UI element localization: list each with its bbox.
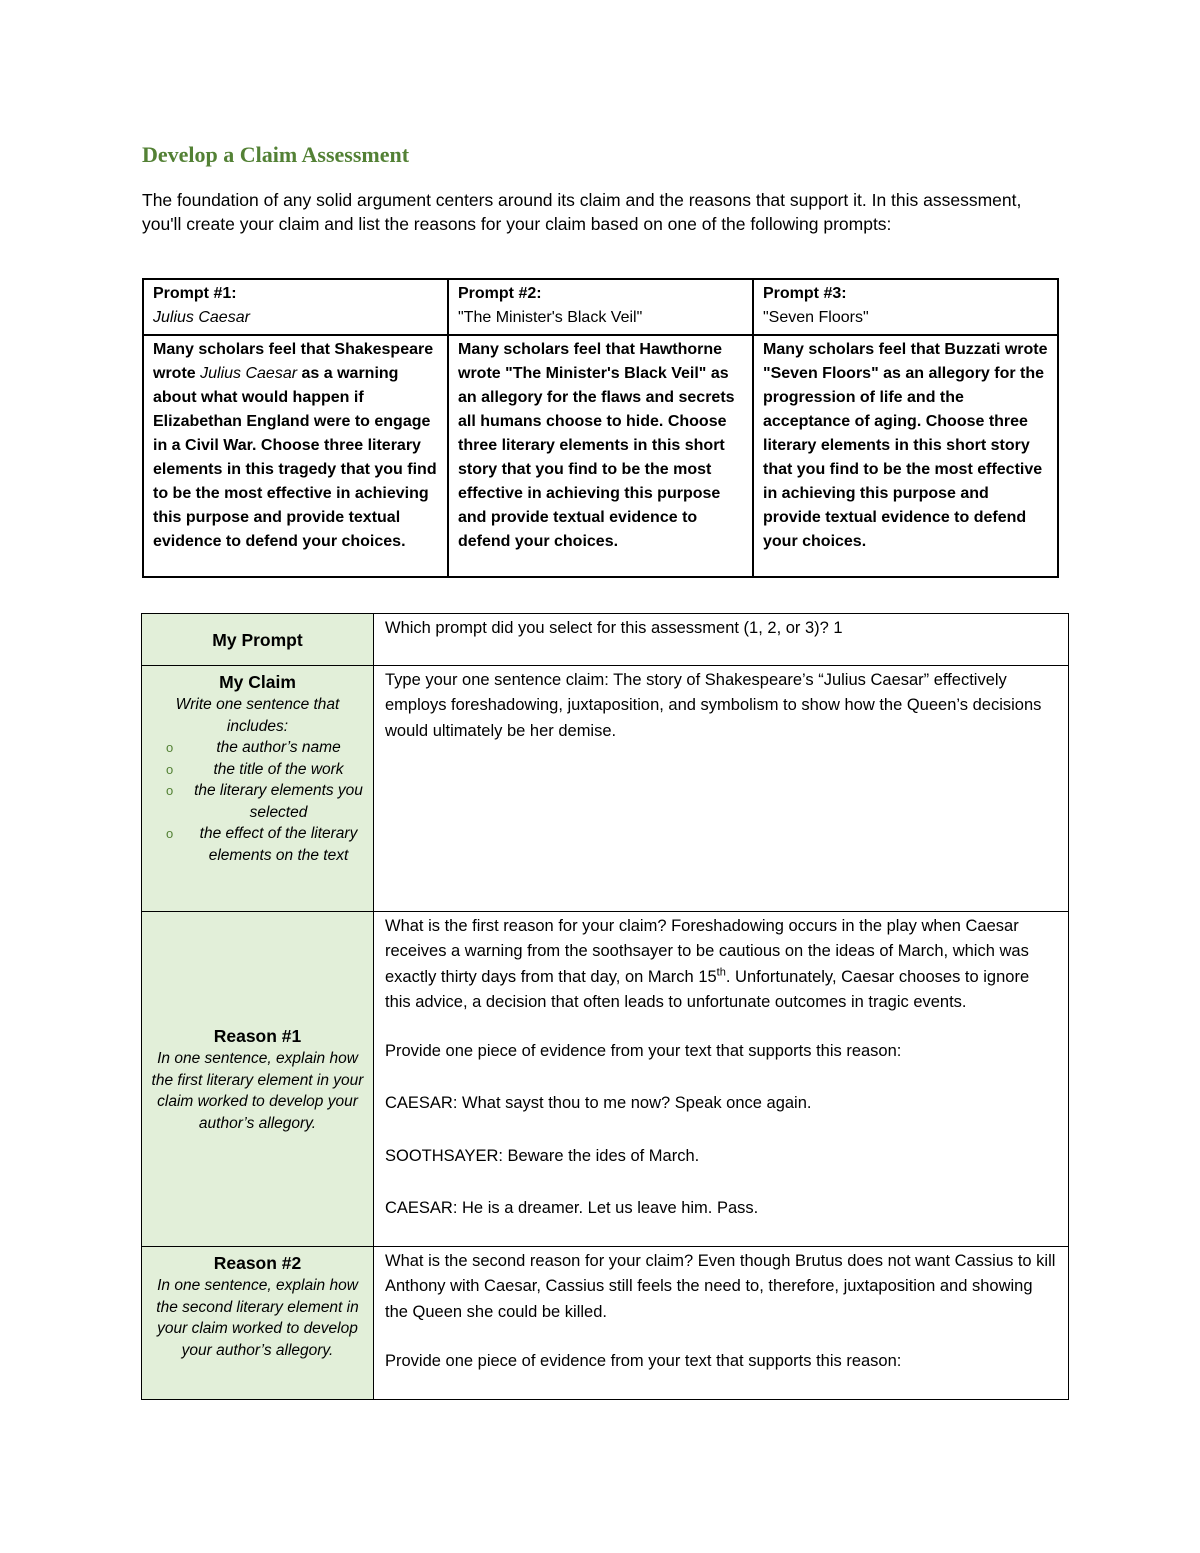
my-claim-bullet-list	[148, 737, 367, 866]
my-claim-label: My Claim	[219, 672, 296, 692]
bullet-circle-icon: o	[166, 761, 174, 777]
reason-1-label: Reason #1	[213, 1026, 302, 1046]
evidence-line: CAESAR: He is a dreamer. Let us leave him. Pass.	[385, 1199, 759, 1218]
evidence-line: SOOTHSAYER: Beware the ides of March.	[385, 1146, 700, 1165]
evidence-line: CAESAR: What sayst thou to me now? Speak once again.	[385, 1094, 812, 1113]
prompt-1-work: Julius Caesar	[153, 309, 250, 326]
intro-paragraph: The foundation of any solid argument centers around its claim and the reasons that support it. In this assessment, you'll create your claim and list the reasons for your claim based on one of the following prompts:	[142, 190, 1022, 234]
bullet-circle-icon: o	[166, 740, 174, 755]
reason-2-instruction: In one sentence, explain how the second literary element in your claim worked to develop your author’s allegory.	[156, 1277, 359, 1359]
my-prompt-answer[interactable]: Which prompt did you select for this assessment (1, 2, or 3)? 1	[374, 614, 1069, 666]
list-item: o the effect of the literary elements on the text	[166, 825, 358, 864]
prompt-3-heading: Prompt #3:	[763, 285, 847, 302]
list-item: o the literary elements you selected	[166, 782, 363, 821]
prompt-3-text: Many scholars feel that Buzzati wrote "Seven Floors" as an allegory for the progression of life and the acceptance of aging. Choose three literary elements in this short story that you find to be the most effective in achieving this purpose and provide textual evidence to defend your choices.	[753, 335, 1058, 577]
list-item: o the author’s name	[166, 737, 367, 759]
reason-1-text: What is the first reason for your claim? Foreshadowing occurs in the play when Caesar receives a warning from the soothsayer to be cautious on the ideas of March, which was exactly thirty days from that day, on March 15th. Unfortunately, Caesar chooses to ignore this advice, a decision that often leads to unfortunate outcomes in tragic events.	[385, 917, 1030, 1011]
reason-1-label-cell	[142, 912, 374, 1247]
my-claim-instruction: Write one sentence that includes:	[175, 696, 340, 735]
my-prompt-label-cell	[142, 614, 374, 666]
prompt-1-header	[143, 279, 448, 335]
prompt-3-header	[753, 279, 1058, 335]
my-prompt-label: My Prompt	[212, 629, 303, 650]
my-claim-label-cell	[142, 666, 374, 912]
page-title: Develop a Claim Assessment	[142, 142, 410, 167]
prompt-2-text: Many scholars feel that Hawthorne wrote "The Minister's Black Veil" as an allegory for the flaws and secrets all humans choose to hide. Choose three literary elements in this short story that you find to be the most effective in achieving this purpose and provide textual evidence to defend your choices.	[448, 335, 753, 577]
reason-1-answer[interactable]	[374, 912, 1069, 1247]
reason-1-instruction: In one sentence, explain how the first literary element in your claim worked to develop your author’s allegory.	[151, 1050, 364, 1132]
my-claim-answer[interactable]: Type your one sentence claim: The story of Shakespeare’s “Julius Caesar” effectively employs foreshadowing, juxtaposition, and symbolism to show how the Queen’s decisions would ultimately be her demise.	[374, 666, 1069, 912]
bullet-circle-icon: o	[166, 783, 174, 798]
prompts-table	[142, 278, 1059, 578]
prompt-3-work: "Seven Floors"	[763, 309, 869, 326]
prompt-2-header	[448, 279, 753, 335]
claim-worksheet-table	[141, 613, 1069, 1400]
bullet-circle-icon: o	[166, 826, 174, 841]
reason-2-label: Reason #2	[213, 1253, 302, 1273]
reason-2-answer[interactable]	[374, 1247, 1069, 1400]
prompt-2-heading: Prompt #2:	[458, 285, 542, 302]
prompt-1-text: Many scholars feel that Shakespeare wrote Julius Caesar as a warning about what would happen if Elizabethan England were to engage in a Civil War. Choose three literary elements in this tragedy that you find to be the most effective in achieving this purpose and provide textual evidence to defend your choices.	[143, 335, 448, 577]
reason-2-text: What is the second reason for your claim? Even though Brutus does not want Cassius to kill Anthony with Caesar, Cassius still feels the need to, therefore, juxtaposition and showing the Queen she could be killed.	[385, 1252, 1056, 1321]
prompt-1-heading: Prompt #1:	[153, 285, 237, 302]
list-item: o the title of the work	[166, 759, 367, 781]
reason-1-evidence-prompt: Provide one piece of evidence from your text that supports this reason:	[385, 1042, 902, 1061]
reason-2-evidence-prompt: Provide one piece of evidence from your text that supports this reason:	[385, 1351, 902, 1370]
reason-2-label-cell	[142, 1247, 374, 1400]
prompt-2-work: "The Minister's Black Veil"	[458, 309, 643, 326]
